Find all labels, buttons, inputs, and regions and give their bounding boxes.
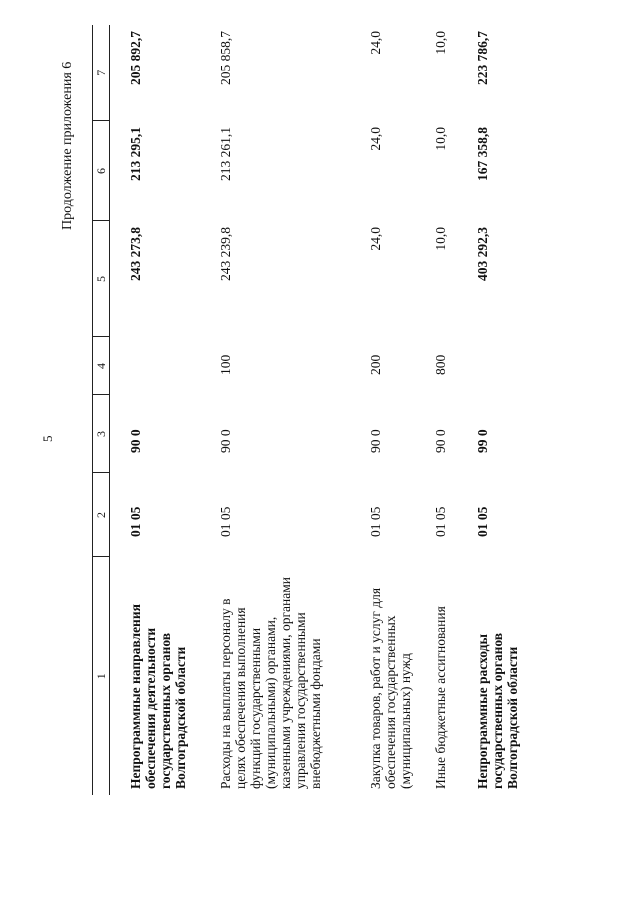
row-value-col5: 243 273,8	[128, 227, 143, 281]
page-number: 5	[40, 435, 55, 442]
row-code-section: 01 05	[475, 506, 490, 537]
row-value-col5: 403 292,3	[475, 227, 490, 281]
row-value-col7: 10,0	[433, 31, 448, 55]
row-code-target: 90 0	[433, 429, 448, 453]
row-code-expense-type	[110, 337, 219, 395]
table-row	[433, 25, 475, 795]
header-cell: 1	[93, 557, 110, 795]
row-code-section: 01 05	[368, 506, 383, 537]
row-value-col6: 213 261,1	[218, 127, 233, 181]
header-cell: 5	[93, 221, 110, 337]
budget-table	[92, 25, 535, 795]
row-code-target: 99 0	[475, 429, 490, 453]
row-value-col7: 205 858,7	[218, 31, 233, 85]
appendix-continuation-note: Продолжение приложения 6	[60, 61, 75, 230]
row-code-section: 01 05	[433, 506, 448, 537]
row-code-section: 01 05	[218, 506, 233, 537]
row-value-col6: 10,0	[433, 127, 448, 151]
row-code-expense-type: 800	[433, 354, 448, 375]
table-row	[368, 25, 433, 795]
row-code-target: 90 0	[128, 429, 143, 453]
header-cell: 3	[93, 395, 110, 473]
row-code-section: 01 05	[128, 506, 143, 537]
table-row	[218, 25, 368, 795]
row-value-col5: 243 239,8	[218, 227, 233, 281]
header-cell: 7	[93, 25, 110, 121]
row-value-col5: 10,0	[433, 227, 448, 251]
row-value-col6: 24,0	[368, 127, 383, 151]
header-cell: 4	[93, 337, 110, 395]
row-value-col6: 213 295,1	[128, 127, 143, 181]
row-name: Непрограммные расходы государственных органов Волгоградской области	[475, 632, 520, 789]
row-code-target: 90 0	[218, 429, 233, 453]
row-value-col6: 167 358,8	[475, 127, 490, 181]
row-code-expense-type	[475, 337, 535, 395]
row-value-col7: 205 892,7	[128, 31, 143, 85]
table-row	[475, 25, 535, 795]
row-name: Иные бюджетные ассигнования	[433, 606, 448, 789]
row-name: Расходы на выплаты персоналу в целях обеспечения выполнения функций государственными (муниципальными) органами, казенными учреждениями, органами управления государственными внебюджетными фондами	[218, 577, 323, 789]
row-value-col5: 24,0	[368, 227, 383, 251]
row-code-expense-type: 200	[368, 354, 383, 375]
row-value-col7: 223 786,7	[475, 31, 490, 85]
header-cell: 6	[93, 121, 110, 221]
row-value-col7: 24,0	[368, 31, 383, 55]
row-name: Закупка товаров, работ и услуг для обеспечения государственных (муниципальных) нужд	[368, 587, 413, 789]
row-name: Непрограммные направления обеспечения деятельности государственных органов Волгоградской области	[128, 604, 188, 789]
header-cell: 2	[93, 473, 110, 557]
row-code-expense-type: 100	[218, 354, 233, 375]
table-row	[110, 25, 219, 795]
table-header-row	[93, 25, 110, 795]
row-code-target: 90 0	[368, 429, 383, 453]
